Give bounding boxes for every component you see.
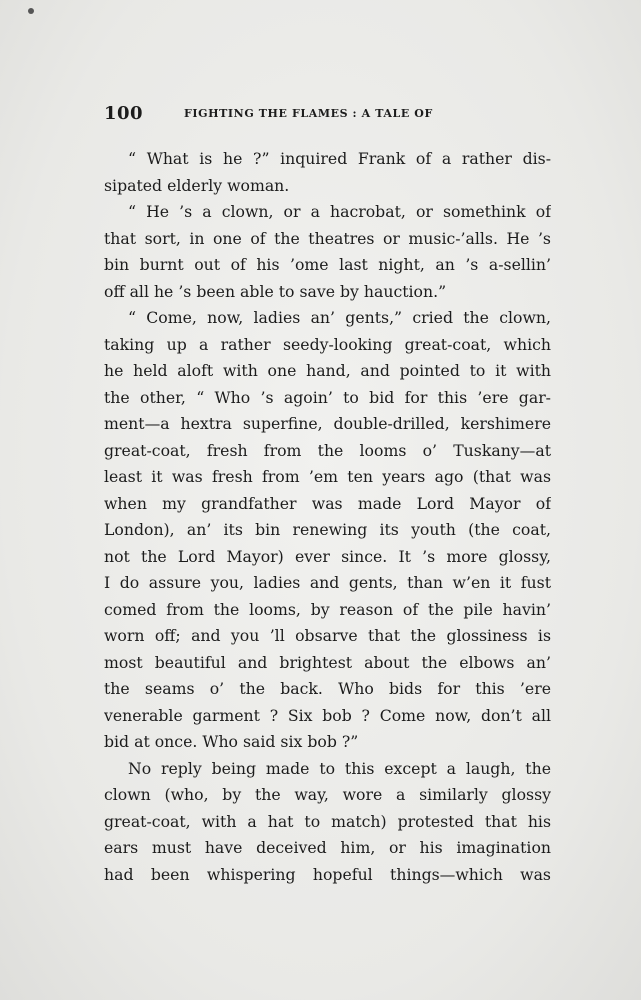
text-line: “ He ’s a clown, or a hacrobat, or somethink of (128, 202, 551, 221)
text-line: not the Lord Mayor) ever since. It ’s more glossy, (104, 546, 551, 566)
text-line: London), an’ its bin renewing its youth (the coat, (104, 520, 551, 539)
text-line: off all he ’s been able to save by hauction.” (104, 281, 447, 301)
text-line: ment—a hextra superfine, double-drilled, kershimere (104, 414, 551, 433)
ink-speck (28, 8, 34, 14)
text-line: the seams o’ the back. Who bids for this ’ere (104, 679, 551, 698)
text-line: least it was fresh from ’em ten years ago (that was (104, 467, 551, 486)
text-line: “ Come, now, ladies an’ gents,” cried the clown, (128, 308, 551, 327)
text-line: No reply being made to this except a laugh, the (128, 758, 551, 778)
text-line: most beautiful and brightest about the elbows an’ (104, 652, 551, 672)
text-line: he held aloft with one hand, and pointed to it with (104, 361, 551, 380)
text-line: bid at once. Who said six bob ?” (104, 732, 359, 751)
body-text (104, 146, 551, 888)
text-line: worn off; and you ’ll obsarve that the glossiness is (104, 626, 551, 645)
text-line: great-coat, fresh from the looms o’ Tuskany—at (104, 440, 551, 460)
text-line: clown (who, by the way, wore a similarly glossy (104, 785, 551, 804)
text-line: had been whispering hopeful things—which was (104, 864, 551, 884)
text-line: I do assure you, ladies and gents, than w’en it fust (104, 573, 551, 592)
text-line: taking up a rather seedy-looking great-coat, which (104, 334, 551, 354)
text-line: sipated elderly woman. (104, 175, 290, 195)
text-line: the other, “ Who ’s agoin’ to bid for this ’ere gar- (104, 387, 551, 407)
text-line: great-coat, with a hat to match) protested that his (104, 811, 551, 831)
text-line: when my grandfather was made Lord Mayor of (104, 493, 551, 513)
text-line: “ What is he ?” inquired Frank of a rather dis- (128, 149, 551, 168)
page-header (104, 102, 544, 126)
text-line: that sort, in one of the theatres or music-’alls. He ’s (104, 228, 551, 248)
text-line: bin burnt out of his ’ome last night, an ’s a-sellin’ (104, 255, 551, 274)
running-head: FIGHTING THE FLAMES : A TALE OF (184, 107, 433, 120)
text-line: comed from the looms, by reason of the pile havin’ (104, 599, 551, 619)
page-number: 100 (104, 103, 144, 124)
text-line: ears must have deceived him, or his imagination (104, 838, 551, 857)
text-line: venerable garment ? Six bob ? Come now, don’t all (104, 705, 551, 725)
